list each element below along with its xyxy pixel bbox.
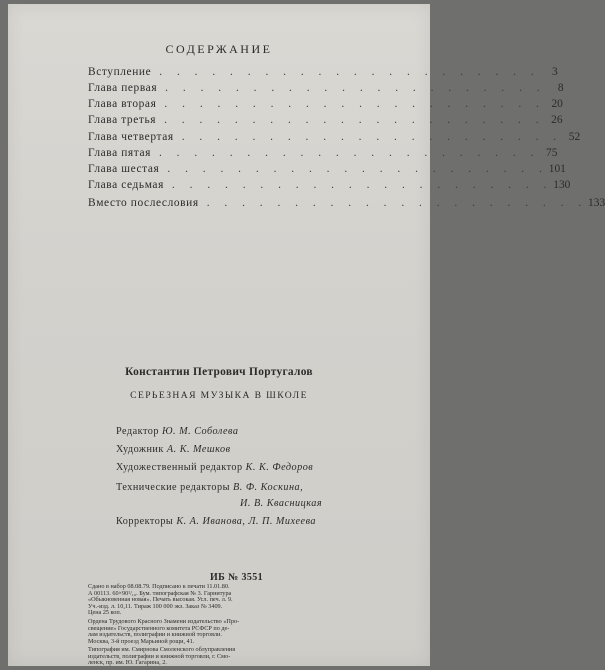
toc-leader-dots: . . . . . . . . . . . . . . . . . . . . . .	[171, 179, 553, 191]
toc-leader-dots: . . . . . . . . . . . . . . . . . . . . . .	[164, 114, 545, 126]
print-detail-line: Сдано в набор 08.08.79. Подписано к печати 11.01.80.	[88, 583, 230, 590]
toc-item-label: Глава четвертая	[88, 131, 174, 143]
toc-item-page: 130	[553, 179, 571, 191]
credit-name: А. К. Мешков	[166, 444, 231, 455]
toc-item	[88, 197, 605, 213]
printer-line: Типография им. Смирнова Смоленского облуправления	[88, 646, 236, 653]
credit-line	[116, 426, 239, 437]
toc-item-label: Глава шестая	[88, 163, 160, 175]
credit-role: Технические редакторы	[116, 482, 230, 493]
credit-line	[116, 482, 303, 493]
credit-line	[116, 462, 313, 473]
toc-item-page: 52	[568, 131, 581, 143]
toc-item-page: 8	[557, 82, 564, 94]
toc-leader-dots: . . . . . . . . . . . . . . . . . . . . . .	[181, 131, 563, 143]
book-page	[8, 4, 605, 667]
toc-item	[88, 82, 564, 98]
toc-item-page: 26	[551, 114, 563, 126]
toc-item-label: Вместо послесловия	[88, 197, 199, 209]
author-name: Константин Петрович Португалов	[125, 366, 313, 378]
credit-line	[116, 444, 231, 455]
toc-item-label: Глава третья	[88, 114, 157, 126]
printer-info	[88, 647, 382, 667]
print-detail-line: А 00113. 60×90¹/₁₆. Бум. типографская № 3. Гарнитура	[88, 589, 232, 597]
toc-item	[88, 98, 563, 114]
toc-item-page: 3	[552, 66, 558, 78]
toc-item-page: 75	[546, 147, 558, 159]
toc-item-label: Глава первая	[88, 82, 158, 94]
publisher-line: свещение» Государственного комитета РСФСР по де-	[88, 624, 230, 632]
credit-line	[116, 516, 316, 527]
credit-role: Редактор	[116, 426, 159, 437]
toc-leader-dots: . . . . . . . . . . . . . . . . . . . . . .	[158, 147, 540, 159]
toc-item	[88, 163, 566, 179]
publisher-line: лам издательств, полиграфии и книжной торговли.	[88, 631, 222, 638]
toc-item-label: Глава вторая	[88, 98, 157, 110]
book-title: СЕРЬЕЗНАЯ МУЗЫКА В ШКОЛЕ	[130, 390, 308, 401]
printer-line: издательств, полиграфии и книжной торговли, г. Смо-	[88, 652, 231, 660]
printer-line: ленск, пр. им. Ю. Гагарина, 2.	[88, 659, 167, 667]
credit-line	[240, 498, 322, 509]
credit-name: Ю. М. Соболева	[162, 426, 239, 437]
credit-name: К. К. Федоров	[245, 462, 314, 473]
toc-item-page: 133	[588, 197, 605, 209]
toc-leader-dots: . . . . . . . . . . . . . . . . . . . . . .	[167, 163, 548, 175]
toc-item	[88, 131, 581, 147]
credit-name: В. Ф. Коскина,	[233, 482, 304, 493]
toc-item	[88, 179, 571, 195]
toc-item-label: Глава седьмая	[88, 179, 164, 191]
publisher-line: Ордена Трудового Красного Знамени издательство «Про-	[88, 618, 240, 625]
publisher-line: Москва, 3-й проезд Марьиной рощи, 41.	[88, 637, 195, 645]
toc-item-page: 20	[551, 98, 563, 110]
toc-item-label: Вступление	[88, 66, 152, 78]
toc-item	[88, 66, 558, 82]
toc-item	[88, 147, 558, 163]
publisher-info-continued	[88, 632, 382, 645]
print-detail-line: Уч.-изд. л. 10,11. Тираж 100 000 экз. Заказ № 3409.	[88, 602, 223, 610]
ib-number: ИБ № 3551	[210, 572, 264, 583]
credit-role: Художественный редактор	[116, 462, 243, 473]
print-detail-line: «Обыкновенная новая». Печать высокая. Усл. печ. л. 9.	[88, 596, 233, 604]
credit-role: Корректоры	[116, 516, 174, 527]
toc-item-page: 101	[548, 163, 566, 175]
toc-leader-dots: . . . . . . . . . . . . . . . . . . . . . .	[159, 66, 540, 78]
toc-title: СОДЕРЖАНИЕ	[165, 42, 273, 56]
credit-name: И. В. Квасницкая	[240, 498, 323, 509]
credit-name: К. А. Иванова, Л. П. Михеева	[176, 516, 317, 527]
toc-leader-dots: . . . . . . . . . . . . . . . . . . . . . .	[206, 197, 588, 209]
toc-leader-dots: . . . . . . . . . . . . . . . . . . . . . .	[164, 98, 545, 110]
credit-role: Художник	[116, 444, 164, 455]
toc-leader-dots: . . . . . . . . . . . . . . . . . . . . . .	[165, 82, 546, 94]
toc-item-label: Глава пятая	[88, 147, 151, 159]
print-details	[88, 584, 382, 617]
print-detail-line: Цена 25 коп.	[88, 609, 122, 617]
toc-item	[88, 114, 563, 130]
